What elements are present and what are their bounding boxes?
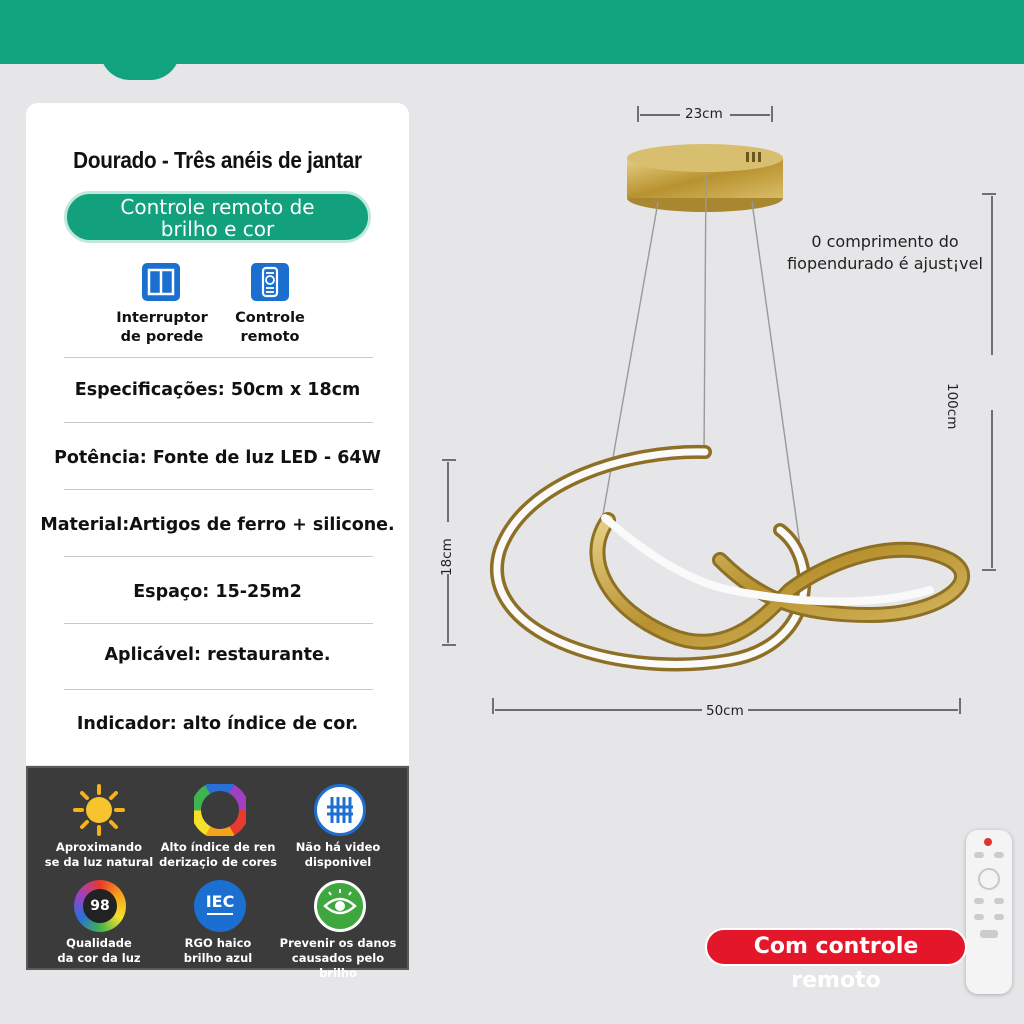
remote-control-label: Controle remoto (235, 310, 305, 345)
remote-control-image (966, 830, 1012, 994)
top-banner-notch (100, 50, 180, 80)
badge-label-glare-protection: Prevenir os danos causados pelo brilho (279, 936, 397, 980)
wall-switch-label: Interruptor de porede (116, 310, 208, 345)
badge-label-light-quality: Qualidade da cor da luz (57, 936, 141, 965)
height-label: 18cm (439, 538, 455, 576)
wall-switch-icon (142, 263, 180, 301)
badge-label-natural-light: Aproximando se da luz natural (44, 840, 154, 869)
badge-label-color-rendering: Alto índice de ren derizaçio de cores (159, 840, 277, 869)
product-info-card (26, 103, 409, 765)
feature-badges-panel (26, 766, 409, 980)
badge-label-no-flicker: Não há video disponivel (295, 840, 381, 869)
divider (64, 556, 373, 557)
chandelier-diagram (430, 90, 1020, 730)
divider (64, 422, 373, 423)
adjustable-length-note: 0 comprimento do fiopendurado é ajust¡vel (787, 232, 983, 273)
spec-space: Espaço: 15-25m2 (133, 582, 302, 602)
divider (64, 623, 373, 624)
no-flicker-icon (314, 784, 366, 836)
color-wheel-icon (194, 784, 246, 836)
iec-icon: IEC (194, 880, 246, 932)
pill-line-2: brilho e cor (160, 217, 275, 241)
diameter-label: 50cm (706, 703, 744, 719)
spec-application: Aplicável: restaurante. (104, 645, 331, 665)
hang-length-label: 100cm (944, 383, 960, 430)
spec-power: Potência: Fonte de luz LED - 64W (54, 448, 381, 468)
sun-icon (73, 784, 125, 836)
eye-protection-icon (314, 880, 366, 932)
remote-control-icon (251, 263, 289, 301)
remote-control-pill (64, 191, 371, 243)
gold-rings (497, 452, 962, 665)
badge-label-blue-light: RGO haico brilho azul (183, 936, 253, 965)
divider (64, 689, 373, 690)
spec-material: Material:Artigos de ferro + silicone. (40, 515, 395, 535)
spec-dimensions: Especificações: 50cm x 18cm (74, 380, 361, 400)
product-title: Dourado - Três anéis de jantar (73, 147, 362, 173)
remote-control-badge: Com controle remoto (705, 928, 967, 966)
spec-indicator: Indicador: alto índice de cor. (76, 714, 359, 734)
divider (64, 489, 373, 490)
canopy-width-label: 23cm (685, 106, 723, 122)
cri-98-icon: 98 (74, 880, 126, 932)
divider (64, 357, 373, 358)
pill-line-1: Controle remoto de (120, 195, 315, 219)
